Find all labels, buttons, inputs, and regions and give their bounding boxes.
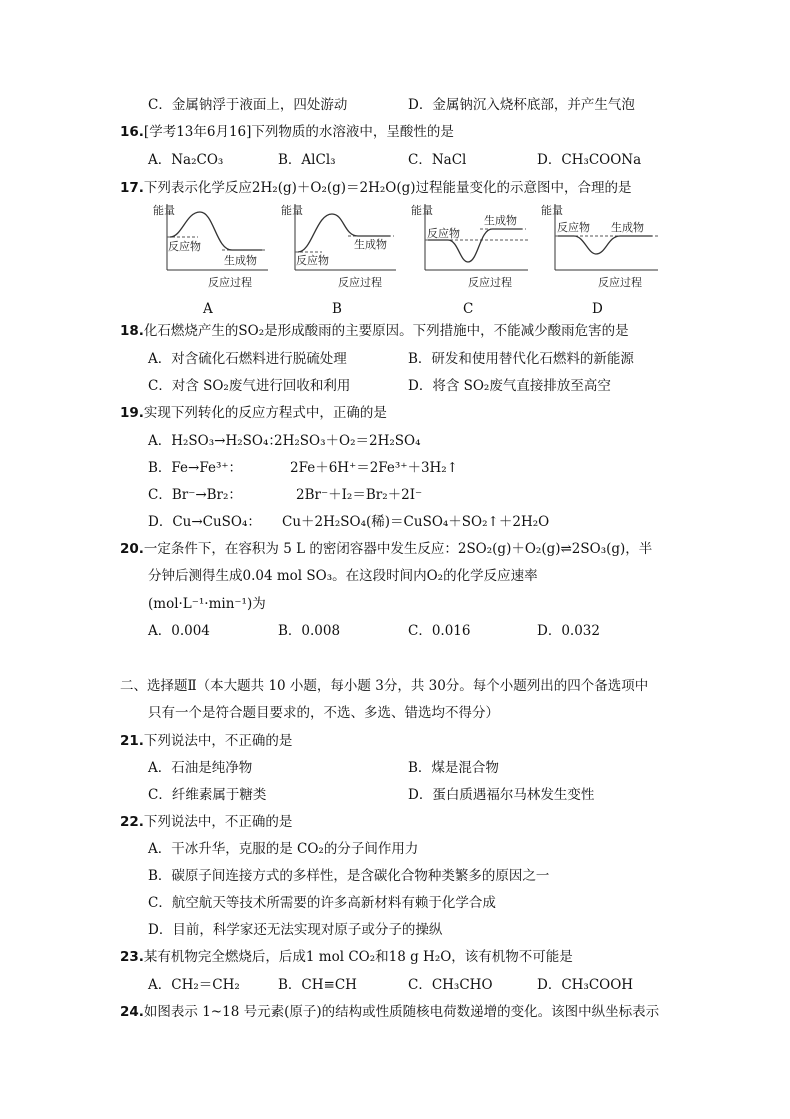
q16-stem-line (120, 123, 454, 141)
diagram-b-product-label: 生成物 (354, 238, 387, 251)
q16-option-c: C．NaCl (408, 152, 467, 168)
diagram-d-product-label: 生成物 (611, 221, 644, 234)
q19-option-d-equation: Cu＋2H₂SO₄(稀)＝CuSO₄＋SO₂↑＋2H₂O (282, 514, 550, 530)
diagram-c-yaxis-label: 能量 (411, 204, 433, 217)
q21-number: 21. (120, 733, 144, 749)
q22-number: 22. (120, 814, 144, 830)
q18-number: 18. (120, 323, 144, 339)
q20-stem-1: 一定条件下，在容积为 5 L 的密闭容器中发生反应：2SO₂(g)＋O₂(g)⇌2SO₃(g)，半 (143, 541, 653, 557)
diagram-a-xaxis-label: 反应过程 (208, 276, 252, 289)
q16-number: 16. (120, 124, 144, 140)
q17-stem-line (120, 179, 632, 197)
q20-stem-line-3: (mol·L⁻¹·min⁻¹)为 (148, 596, 266, 612)
section2-header-line-1: 二、选择题Ⅱ（本大题共 10 小题，每小题 3分，共 30分。每个小题列出的四个备选项中 (120, 678, 649, 694)
q19-option-c-equation: 2Br⁻＋I₂＝Br₂＋2I⁻ (296, 487, 423, 503)
diagram-b-xaxis-label: 反应过程 (338, 276, 382, 289)
diagram-a-reactant-label: 反应物 (168, 240, 201, 253)
q22-option-a: A．干冰升华，克服的是 CO₂的分子间作用力 (148, 841, 419, 857)
q22-stem-line (120, 813, 292, 831)
q21-stem-line (120, 732, 292, 750)
q19-option-b-label: B．Fe→Fe³⁺： (148, 460, 243, 476)
diagram-a-yaxis-label: 能量 (153, 204, 175, 217)
q21-stem: 下列说法中，不正确的是 (143, 733, 293, 749)
diagram-d-yaxis-label: 能量 (541, 204, 563, 217)
diagram-d-reactant-label: 反应物 (557, 221, 590, 234)
q24-number: 24. (120, 1004, 144, 1020)
q19-stem: 实现下列转化的反应方程式中，正确的是 (143, 405, 387, 421)
q20-number: 20. (120, 541, 144, 557)
diagram-d-letter: D (592, 301, 603, 317)
q17-stem: 下列表示化学反应2H₂(g)＋O₂(g)＝2H₂O(g)过程能量变化的示意图中，合理的是 (143, 180, 632, 196)
q24-stem: 如图表示 1~18 号元素(原子)的结构或性质随核电荷数递增的变化。该图中纵坐标表示 (143, 1004, 660, 1020)
q16-option-a: A．Na₂CO₃ (148, 152, 224, 168)
q20-option-d: D．0.032 (537, 623, 600, 639)
q23-stem-line (120, 948, 573, 966)
diagram-a-product-label: 生成物 (224, 254, 257, 267)
q18-option-a: A．对含硫化石燃料进行脱硫处理 (148, 351, 347, 367)
diagram-d-curve (558, 236, 652, 254)
diagram-c-letter: C (463, 301, 474, 317)
q20-option-a: A．0.004 (148, 623, 210, 639)
q18-stem-line (120, 322, 629, 340)
q19-option-b-equation: 2Fe＋6H⁺＝2Fe³⁺＋3H₂↑ (290, 460, 459, 476)
energy-diagram-d (538, 200, 668, 292)
q19-stem-line (120, 404, 387, 422)
q23-stem: 某有机物完全燃烧后，后成1 mol CO₂和18 g H₂O，该有机物不可能是 (143, 949, 573, 965)
q18-option-d: D．将含 SO₂废气直接排放至高空 (408, 378, 611, 394)
energy-diagram-a (150, 200, 280, 292)
q20-stem-line-1 (120, 540, 652, 558)
q23-option-d: D．CH₃COOH (537, 977, 634, 993)
q20-stem-line-2: 分钟后测得生成0.04 mol SO₃。在这段时间内O₂的化学反应速率 (148, 568, 538, 584)
q19-number: 19. (120, 405, 144, 421)
q19-option-d-label: D．Cu→CuSO₄： (148, 514, 261, 530)
diagram-c-product-label: 生成物 (484, 214, 517, 227)
q21-option-c: C．纤维素属于糖类 (148, 787, 267, 803)
energy-diagram-c (408, 200, 538, 292)
q18-stem: 化石燃烧产生的SO₂是形成酸雨的主要原因。下列措施中，不能减少酸雨危害的是 (143, 323, 629, 339)
diagram-a-letter: A (203, 301, 213, 317)
q17-number: 17. (120, 180, 144, 196)
q19-option-c-label: C．Br⁻→Br₂： (148, 487, 242, 503)
q22-option-c: C．航空航天等技术所需要的许多高新材料有赖于化学合成 (148, 895, 496, 911)
q23-option-a: A．CH₂＝CH₂ (148, 977, 240, 993)
diagram-c-xaxis-label: 反应过程 (468, 276, 512, 289)
q20-option-b: B．0.008 (278, 623, 341, 639)
diagram-c-reactant-label: 反应物 (427, 227, 460, 240)
q21-option-d: D．蛋白质遇福尔马林发生变性 (408, 787, 595, 803)
q16-stem: [学考13年6月16]下列物质的水溶液中，呈酸性的是 (143, 124, 454, 140)
q21-option-a: A．石油是纯净物 (148, 760, 253, 776)
q18-option-b: B．研发和使用替代化石燃料的新能源 (408, 351, 634, 367)
q22-option-b: B．碳原子间连接方式的多样性，是含碳化合物种类繁多的原因之一 (148, 868, 550, 884)
q22-stem: 下列说法中，不正确的是 (143, 814, 293, 830)
diagram-d-xaxis-label: 反应过程 (598, 276, 642, 289)
q19-option-a-equation: 2H₂SO₃＋O₂＝2H₂SO₄ (274, 433, 421, 449)
q16-option-d: D．CH₃COONa (537, 152, 642, 168)
diagram-b-reactant-label: 反应物 (296, 254, 329, 267)
q20-option-c: C．0.016 (408, 623, 471, 639)
q24-stem-line (120, 1003, 659, 1021)
q16-option-b: B．AlCl₃ (278, 152, 336, 168)
q15-option-c: C．金属钠浮于液面上，四处游动 (148, 97, 348, 113)
q23-option-b: B．CH≡CH (278, 977, 357, 993)
q15-option-d: D．金属钠沉入烧杯底部，并产生气泡 (408, 97, 635, 113)
section2-header-line-2: 只有一个是符合题目要求的，不选、多选、错选均不得分） (148, 705, 499, 721)
q21-option-b: B．煤是混合物 (408, 760, 499, 776)
diagram-b-letter: B (332, 301, 342, 317)
q23-number: 23. (120, 949, 144, 965)
q23-option-c: C．CH₃CHO (408, 977, 493, 993)
energy-diagram-b (278, 200, 408, 292)
diagram-b-yaxis-label: 能量 (281, 204, 303, 217)
q18-option-c: C．对含 SO₂废气进行回收和利用 (148, 378, 351, 394)
q19-option-a-label: A．H₂SO₃→H₂SO₄： (148, 433, 282, 449)
q22-option-d: D．目前，科学家还无法实现对原子或分子的操纵 (148, 922, 443, 938)
